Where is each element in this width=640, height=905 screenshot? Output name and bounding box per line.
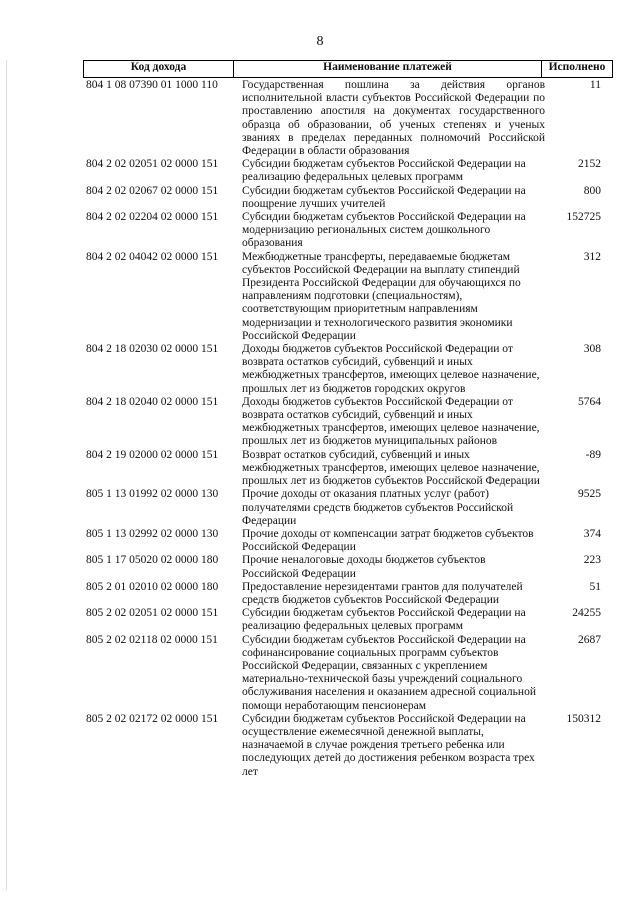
executed-amount: 2152 (578, 158, 601, 171)
income-code: 804 2 02 04042 02 0000 151 (86, 250, 219, 263)
payment-name: Субсидии бюджетам субъектов Российской Федерации на поощрение лучших учителей (242, 184, 526, 210)
income-code: 805 1 13 02992 02 0000 130 (86, 527, 219, 540)
payment-name: Государственная пошлина за действия органов исполнительной власти субъектов Российской Федерации по проставлению апостиля на документах государственного образца об образовании, об ученых степенях и ученых званиях в пределах переданных полномочий Российской Федерации в области образования (242, 79, 545, 158)
income-code: 805 2 02 02051 02 0000 151 (86, 607, 219, 620)
payment-name: Прочие доходы от оказания платных услуг (работ) получателями средств бюджетов субъектов Российской Федерации (242, 488, 514, 527)
income-code: 805 1 13 01992 02 0000 130 (86, 488, 219, 501)
executed-amount: 152725 (566, 211, 601, 224)
table-row (83, 158, 613, 184)
table-row (83, 185, 613, 211)
table-row (83, 211, 613, 251)
executed-amount: 150312 (566, 712, 601, 725)
table-row (83, 79, 613, 158)
table-row (83, 554, 613, 580)
payment-name: Субсидии бюджетам субъектов Российской Федерации на осуществление ежемесячной денежной выплаты, назначаемой в случае рождения третьего ребенка или последующих детей до достижения ребенком возраста трех лет (242, 712, 535, 778)
income-code: 804 2 02 02051 02 0000 151 (86, 158, 219, 171)
income-code: 804 2 02 02067 02 0000 151 (86, 184, 219, 197)
header-code: Код дохода (84, 61, 234, 77)
table-row (83, 713, 613, 779)
payment-name: Субсидии бюджетам субъектов Российской Федерации на реализацию федеральных целевых программ (242, 607, 526, 633)
executed-amount: 51 (589, 580, 601, 593)
executed-amount: 2687 (578, 633, 601, 646)
table-row (83, 581, 613, 607)
scan-edge (6, 60, 7, 890)
income-code: 805 2 01 02010 02 0000 180 (86, 580, 219, 593)
executed-amount: 308 (583, 343, 601, 356)
table-row (83, 396, 613, 449)
income-code: 805 1 17 05020 02 0000 180 (86, 554, 219, 567)
table-body (83, 79, 613, 779)
executed-amount: 11 (589, 79, 601, 91)
table-row (83, 607, 613, 633)
table-row (83, 251, 613, 343)
income-code: 804 2 19 02000 02 0000 151 (86, 448, 219, 461)
table-row (83, 343, 613, 396)
executed-amount: 312 (583, 250, 601, 263)
income-code: 805 2 02 02172 02 0000 151 (86, 712, 219, 725)
table-row (83, 488, 613, 528)
payment-name: Предоставление нерезидентами грантов для получателей средств бюджетов субъектов Российской Федерации (242, 580, 523, 606)
page-number: 8 (316, 34, 324, 49)
payment-name: Доходы бюджетов субъектов Российской Федерации от возврата остатков субсидий, субвенций и иных межбюджетных трансфертов, имеющих целевое назначение, прошлых лет из бюджетов муниципальных районов (242, 395, 540, 448)
payment-name: Возврат остатков субсидий, субвенций и иных межбюджетных трансфертов, имеющих целевое назначение, прошлых лет из бюджетов субъектов Российской Федерации (242, 448, 540, 488)
table-row (83, 634, 613, 713)
income-code: 804 2 18 02040 02 0000 151 (86, 395, 219, 408)
executed-amount: 5764 (578, 395, 601, 408)
revenue-table (83, 60, 613, 779)
income-code: 805 2 02 02118 02 0000 151 (86, 633, 218, 646)
payment-name: Прочие доходы от компенсации затрат бюджетов субъектов Российской Федерации (242, 527, 534, 554)
income-code: 804 2 02 02204 02 0000 151 (86, 211, 219, 224)
income-code: 804 1 08 07390 01 1000 110 (86, 79, 218, 91)
payment-name: Доходы бюджетов субъектов Российской Федерации от возврата остатков субсидий, субвенций и иных межбюджетных трансфертов, имеющих целевое назначение, прошлых лет из бюджетов городских округов (242, 343, 540, 395)
executed-amount: -89 (585, 448, 601, 461)
executed-amount: 9525 (578, 488, 601, 501)
executed-amount: 800 (583, 184, 601, 197)
payment-name: Прочие неналоговые доходы бюджетов субъектов Российской Федерации (242, 554, 486, 580)
executed-amount: 24255 (572, 607, 601, 620)
executed-amount: 223 (583, 554, 601, 567)
income-code: 804 2 18 02030 02 0000 151 (86, 343, 219, 356)
table-header (83, 60, 613, 78)
table-row (83, 449, 613, 489)
header-name: Наименование платежей (234, 61, 542, 77)
table-row (83, 528, 613, 554)
payment-name: Субсидии бюджетам субъектов Российской Федерации на софинансирование социальных программ субъектов Российской Федерации, связанных с укреплением материально-технической базы учреждений социального обслуживания населения и оказанием адресной социальной помощи неработающим пенсионерам (242, 633, 536, 712)
payment-name: Субсидии бюджетам субъектов Российской Федерации на модернизацию региональных систем дошкольного образования (242, 211, 526, 250)
executed-amount: 374 (583, 527, 601, 540)
header-amount: Исполнено (548, 61, 606, 73)
payment-name: Субсидии бюджетам субъектов Российской Федерации на реализацию федеральных целевых программ (242, 158, 526, 184)
payment-name: Межбюджетные трансферты, передаваемые бюджетам субъектов Российской Федерации на выплату стипендий Президента Российской Федерации для обучающихся по направлениям подготовки (специальностям), соответствующим приоритетным направлениям модернизации и технологического развития экономики Российской Федерации (242, 250, 521, 342)
